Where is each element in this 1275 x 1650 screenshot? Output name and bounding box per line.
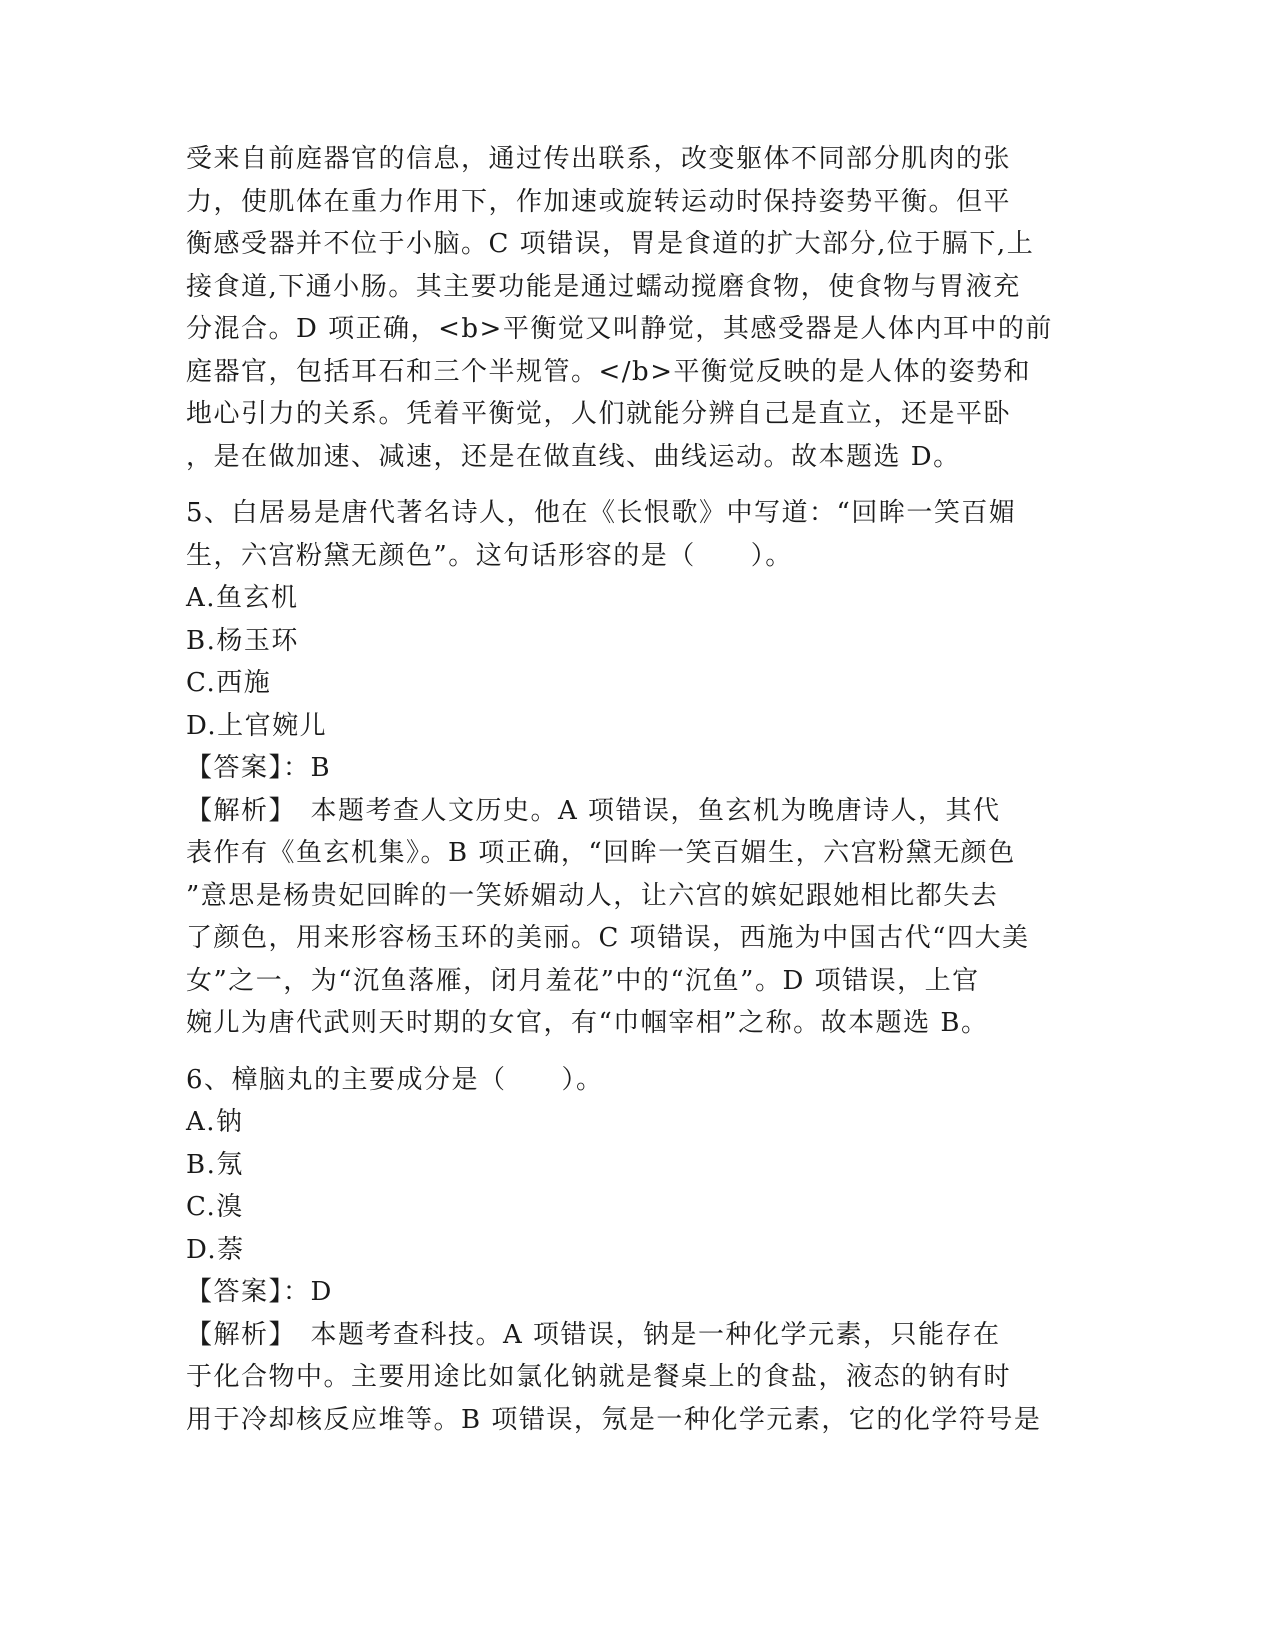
option-a: A.鱼玄机 — [186, 583, 299, 613]
document-page — [186, 138, 1086, 1441]
analysis-line: 【解析】 本题考查人文历史。A 项错误，鱼玄机为晚唐诗人，其代 — [186, 795, 1001, 826]
question-6 — [186, 1059, 1086, 1442]
text-line: 衡感受器并不位于小脑。C 项错误，胃是食道的扩大部分,位于膈下,上 — [186, 229, 1035, 259]
question-5 — [186, 492, 1086, 1045]
analysis-line: 女”之一，为“沉鱼落雁，闭月羞花”中的“沉鱼”。D 项错误，上官 — [186, 965, 980, 996]
question-stem-line: 5、白居易是唐代著名诗人，他在《长恨歌》中写道：“回眸一笑百媚 — [186, 498, 1017, 528]
analysis-line: ”意思是杨贵妃回眸的一笑娇媚动人，让六宫的嫔妃跟她相比都失去 — [186, 880, 999, 911]
text-line: 受来自前庭器官的信息，通过传出联系，改变躯体不同部分肌肉的张 — [186, 144, 1012, 174]
analysis-line: 于化合物中。主要用途比如氯化钠就是餐桌上的食盐，液态的钠有时 — [186, 1362, 1012, 1392]
option-b: B.氖 — [186, 1149, 244, 1180]
analysis-line: 了颜色，用来形容杨玉环的美丽。C 项错误，西施为中国古代“四大美 — [186, 923, 1030, 953]
option-c: C.西施 — [186, 668, 272, 698]
question-stem-line: 生，六宫粉黛无颜色”。这句话形容的是（ ）。 — [186, 540, 793, 571]
text-line: 庭器官，包括耳石和三个半规管。</b>平衡觉反映的是人体的姿势和 — [186, 356, 1031, 387]
analysis-line: 婉儿为唐代武则天时期的女官，有“巾帼宰相”之称。故本题选 B。 — [186, 1008, 989, 1038]
option-c: C.溴 — [186, 1192, 244, 1222]
text-line: 分混合。D 项正确，<b>平衡觉又叫静觉，其感受器是人体内耳中的前 — [186, 314, 1053, 344]
text-line: 地心引力的关系。凭着平衡觉，人们就能分辨自己是直立，还是平卧 — [186, 399, 1012, 429]
option-d: D.萘 — [186, 1234, 245, 1265]
option-a: A.钠 — [186, 1107, 244, 1137]
text-line: ，是在做加速、减速，还是在做直线、曲线运动。故本题选 D。 — [186, 441, 961, 472]
analysis-line: 表作有《鱼玄机集》。B 项正确，“回眸一笑百媚生，六宫粉黛无颜色 — [186, 838, 1016, 868]
answer-line: 【答案】：D — [186, 1277, 333, 1307]
previous-explanation — [186, 138, 1086, 478]
answer-line: 【答案】：B — [186, 753, 332, 783]
text-line: 接食道,下通小肠。其主要功能是通过蠕动搅磨食物，使食物与胃液充 — [186, 271, 1021, 302]
analysis-line: 【解析】 本题考查科技。A 项错误，钠是一种化学元素，只能存在 — [186, 1319, 1001, 1350]
question-stem-line: 6、樟脑丸的主要成分是（ ）。 — [186, 1064, 604, 1095]
text-line: 力，使肌体在重力作用下，作加速或旋转运动时保持姿势平衡。但平 — [186, 186, 1012, 217]
option-b: B.杨玉环 — [186, 625, 299, 656]
analysis-line: 用于冷却核反应堆等。B 项错误，氖是一种化学元素，它的化学符号是 — [186, 1404, 1042, 1435]
option-d: D.上官婉儿 — [186, 710, 328, 741]
